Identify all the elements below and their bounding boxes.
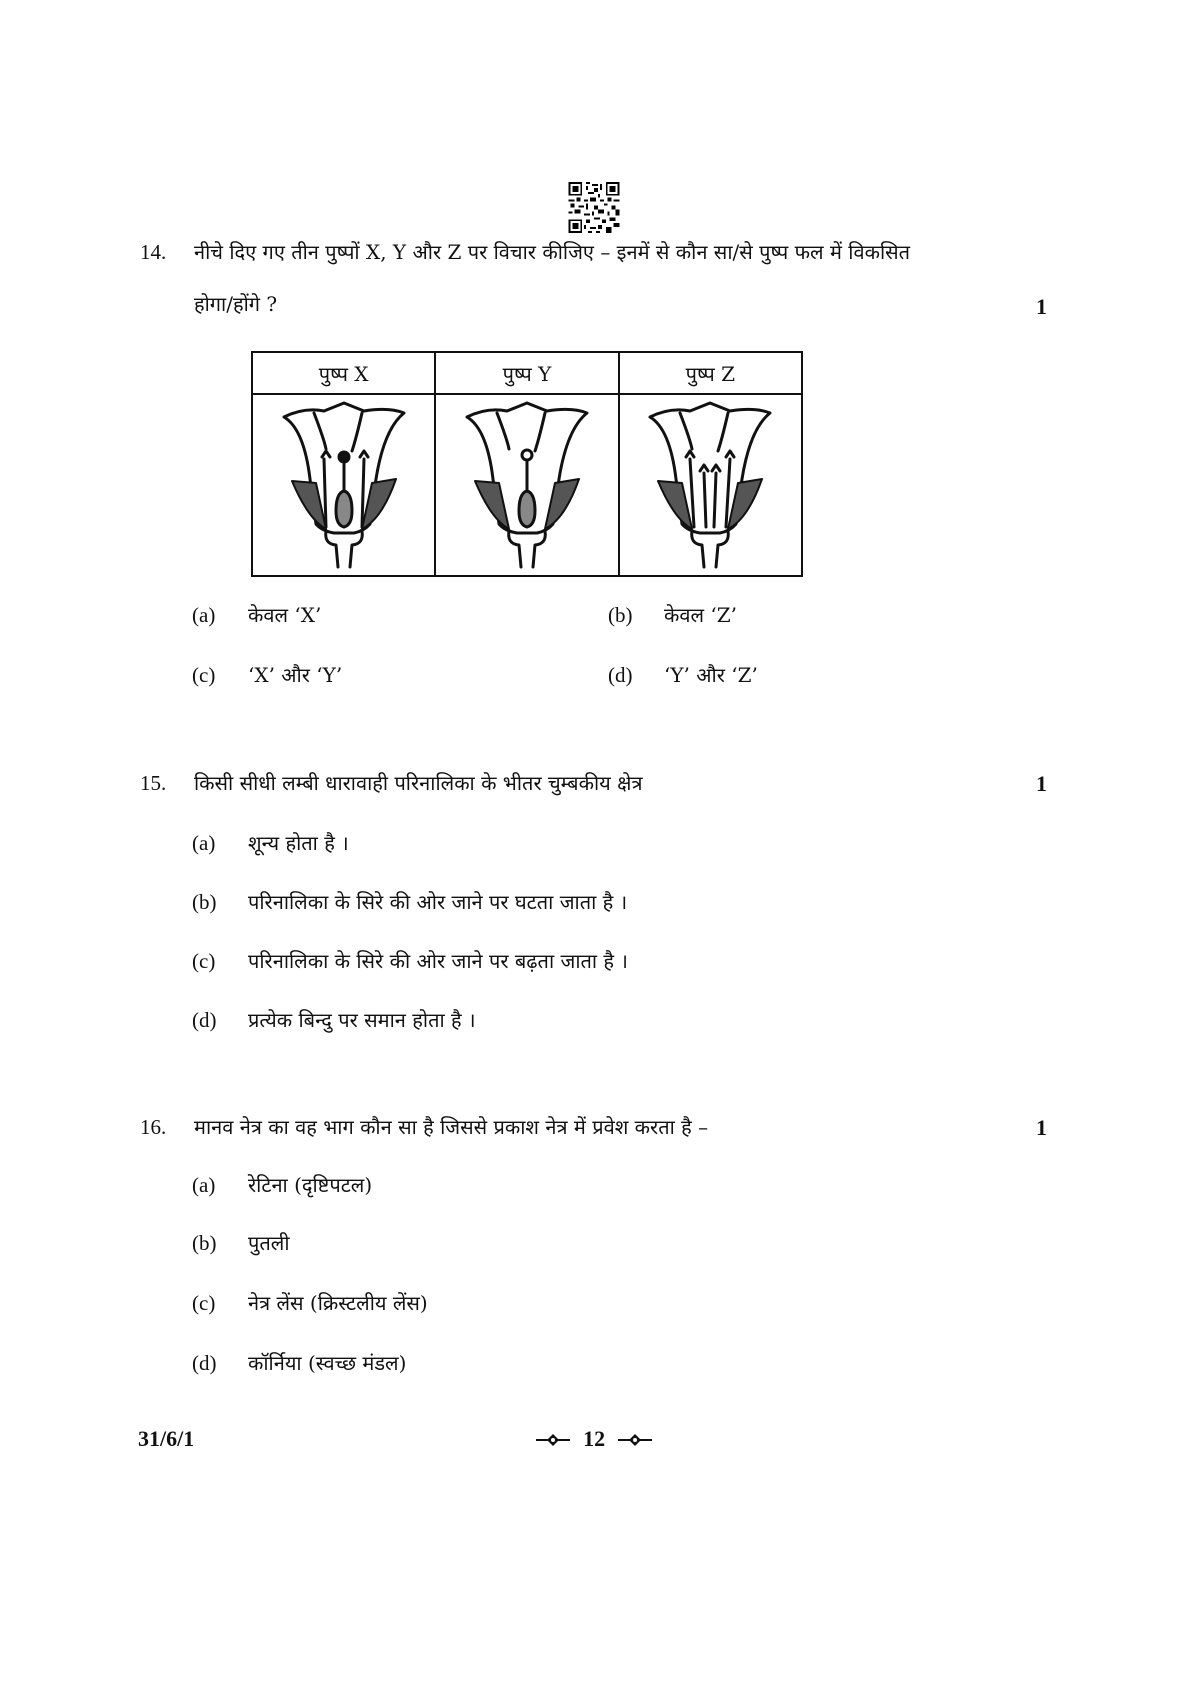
option-label: (a): [192, 1173, 216, 1197]
option-label: (b): [192, 1231, 217, 1255]
option-label: (a): [192, 831, 216, 855]
question-text: नीचे दिए गए तीन पुष्पों X, Y और Z पर विचार कीजिए – इनमें से कौन सा/से पुष्प फल में विकसित: [194, 240, 911, 264]
option-label: (c): [192, 663, 216, 687]
question-number: 15.: [140, 771, 167, 795]
option-a[interactable]: रेटिना (दृष्टिपटल): [248, 1173, 373, 1197]
option-label: (c): [192, 949, 216, 973]
option-d[interactable]: प्रत्येक बिन्दु पर समान होता है ।: [248, 1008, 476, 1032]
option-a[interactable]: केवल ‘X’: [248, 603, 322, 627]
flower-table: [251, 351, 803, 577]
option-b[interactable]: परिनालिका के सिरे की ओर जाने पर घटता जाता है ।: [248, 890, 628, 914]
option-label: (c): [192, 1291, 216, 1315]
flower-y-diagram: [435, 394, 618, 576]
table-header: पुष्प Y: [435, 352, 618, 394]
option-label: (d): [192, 1008, 217, 1032]
marks: 1: [1036, 1115, 1047, 1140]
option-label: (a): [192, 603, 216, 627]
option-b[interactable]: केवल ‘Z’: [664, 603, 738, 627]
option-d[interactable]: कॉर्निया (स्वच्छ मंडल): [248, 1351, 407, 1375]
question-text: किसी सीधी लम्बी धारावाही परिनालिका के भीतर चुम्बकीय क्षेत्र: [194, 771, 643, 795]
question-text-continued: होगा/होंगे ?: [194, 292, 278, 316]
option-label: (d): [192, 1351, 217, 1375]
option-b[interactable]: पुतली: [248, 1231, 290, 1255]
paper-code: 31/6/1: [138, 1426, 195, 1451]
marks: 1: [1036, 294, 1047, 319]
option-c[interactable]: परिनालिका के सिरे की ओर जाने पर बढ़ता जाता है ।: [248, 949, 628, 973]
table-header: पुष्प Z: [619, 352, 802, 394]
option-c[interactable]: ‘X’ और ‘Y’: [248, 663, 343, 687]
question-number: 16.: [140, 1115, 167, 1139]
flower-z-diagram: [619, 394, 802, 576]
option-c[interactable]: नेत्र लेंस (क्रिस्टलीय लेंस): [248, 1291, 428, 1315]
option-label: (b): [192, 890, 217, 914]
question-text: मानव नेत्र का वह भाग कौन सा है जिससे प्रकाश नेत्र में प्रवेश करता है –: [194, 1115, 709, 1139]
diamond-ornament-icon: [618, 1432, 652, 1451]
page-number-block: [536, 1426, 652, 1452]
table-header: पुष्प X: [252, 352, 435, 394]
qr-code-icon: [568, 182, 620, 233]
option-d[interactable]: ‘Y’ और ‘Z’: [664, 663, 758, 687]
option-label: (d): [608, 663, 633, 687]
marks: 1: [1036, 771, 1047, 796]
question-number: 14.: [140, 240, 167, 264]
option-label: (b): [608, 603, 633, 627]
page-number: 12: [583, 1426, 606, 1451]
flower-x-diagram: [252, 394, 435, 576]
option-a[interactable]: शून्य होता है ।: [248, 831, 349, 855]
diamond-ornament-icon: [536, 1432, 570, 1451]
